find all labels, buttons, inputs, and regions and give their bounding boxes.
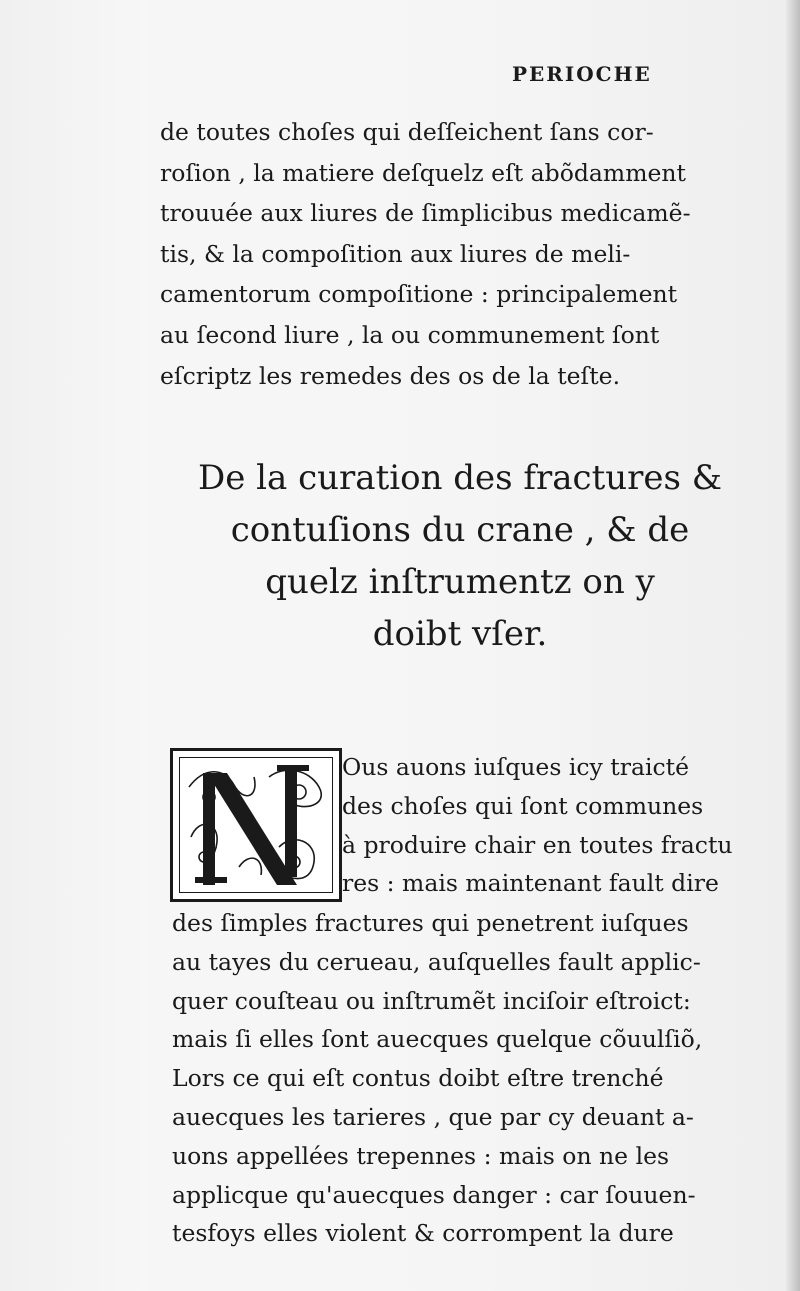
text-line: camentorum compoſitione : principalement (160, 280, 678, 309)
text-line: tesfoys elles violent & corrompent la dure (172, 1219, 674, 1248)
text-line: uons appellées trepennes : mais on ne les (172, 1141, 670, 1170)
page-edge-shadow (786, 0, 800, 1291)
text-line: mais ſi elles ſont auecques quelque cõuulſiõ, (172, 1025, 703, 1054)
text-line: auecques les tarieres , que par cy deuant a- (172, 1102, 694, 1131)
text-line: res : mais maintenant fault dire (342, 869, 719, 898)
running-head: PERIOCHE (512, 62, 652, 86)
text-line: des ſimples fractures qui penetrent iuſques (172, 909, 689, 937)
body-paragraph (172, 904, 767, 1253)
text-line: de toutes choſes qui deſſeichent ſans cor- (160, 118, 654, 146)
text-line: quer couſteau ou inſtrumẽt inciſoir eſtroict: (172, 986, 691, 1015)
heading-line: contuſions du crane , & de (230, 510, 690, 550)
top-paragraph (160, 112, 762, 396)
decorated-initial-n-icon (179, 757, 333, 893)
section-heading (150, 452, 770, 660)
text-line: applicque qu'auecques danger : car ſouuen- (172, 1180, 696, 1209)
body-beside-initial (342, 748, 767, 903)
text-line: à produire chair en toutes fractu (342, 830, 733, 859)
text-line: Ous auons iuſques icy traicté (342, 753, 689, 781)
text-line: tis, & la compoſition aux liures de meli- (160, 239, 631, 268)
heading-line: quelz inſtrumentz on y (265, 562, 655, 602)
text-line: roſion , la matiere deſquelz eſt abõdamment (160, 158, 686, 187)
text-line: trouuée aux liures de ſimplicibus medicamẽ- (160, 199, 691, 228)
text-line: eſcriptz les remedes des os de la teſte. (160, 361, 621, 390)
text-line: au tayes du cerueau, auſquelles fault applic- (172, 947, 701, 976)
heading-line: De la curation des fractures & (197, 458, 723, 498)
text-line: Lors ce qui eſt contus doibt eſtre trenché (172, 1064, 664, 1093)
decorated-initial (170, 748, 342, 902)
text-line: des choſes qui ſont communes (342, 791, 704, 820)
heading-line: doibt vſer. (372, 614, 548, 654)
text-line: au ſecond liure , la ou communement ſont (160, 320, 660, 349)
page-gutter (0, 0, 150, 1291)
